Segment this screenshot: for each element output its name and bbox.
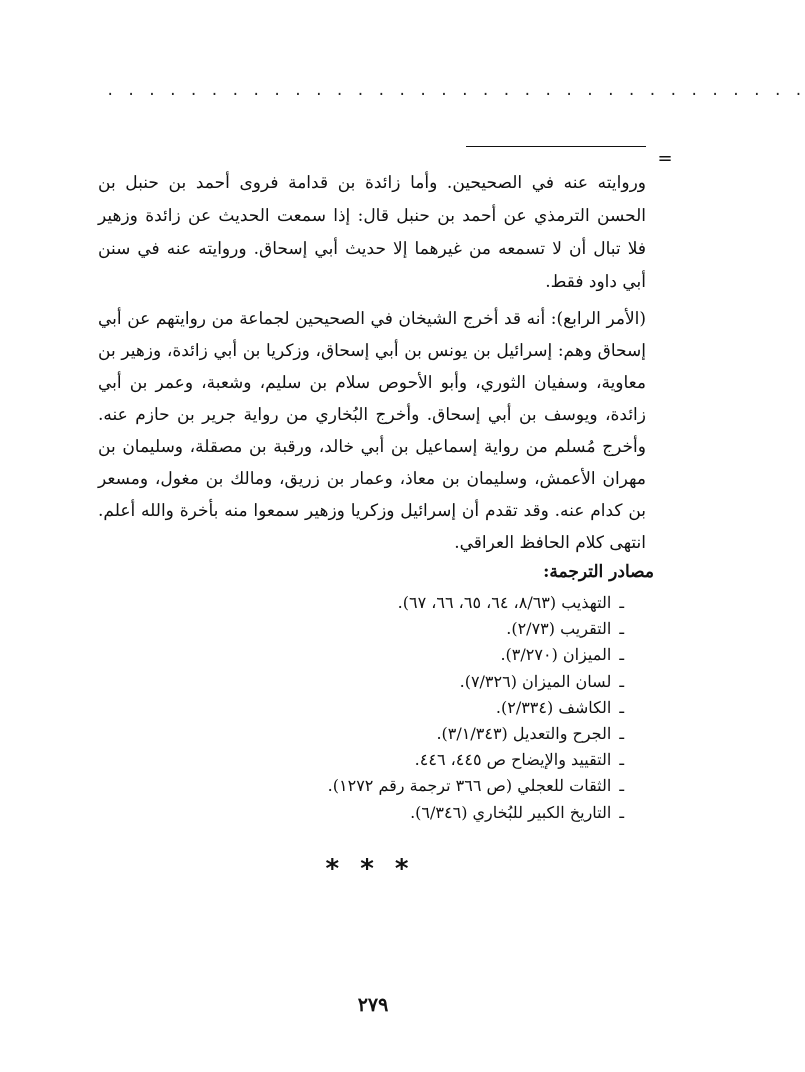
source-item (164, 590, 624, 616)
source-item (164, 721, 624, 747)
list-dash: ـ (619, 593, 624, 612)
source-text: لسان الميزان (٧/٣٢٦). (459, 671, 612, 691)
source-text: الجرح والتعديل (٣/١/٣٤٣). (436, 724, 612, 744)
source-text: التهذيب (٨/٦٣، ٦٤، ٦٥، ٦٦، ٦٧). (397, 593, 612, 612)
source-item (164, 747, 624, 773)
source-text: الكاشف (٢/٣٣٤). (495, 697, 612, 717)
sources-title: مصادر الترجمة: (543, 562, 654, 582)
source-text: التقييد والإيضاح ص ٤٤٥، ٤٤٦. (414, 750, 612, 770)
list-dash: ـ (619, 776, 624, 796)
section-separator: * * * (325, 854, 415, 884)
source-text: التقريب (٢/٧٣). (506, 619, 612, 639)
list-dash: ـ (619, 645, 624, 665)
list-dash: ـ (619, 802, 624, 822)
source-item (164, 800, 624, 826)
source-item (164, 695, 624, 721)
paragraph-zaidah: وروايته عنه في الصحيحين. وأما زائدة بن قدامة فروى أحمد بن حنبل بن الحسن الترمذي عن أحمد بن حنبل قال: إذا سمعت الحديث عن زائدة وزهير فلا تبال أن لا تسمعه من غيرهما إلا حديث أبي إسحاق. وروايته عنه في سنن أبي داود فقط. (98, 173, 646, 292)
list-dash: ـ (619, 697, 624, 717)
page-number: ٢٧٩ (357, 994, 389, 1016)
list-dash: ـ (619, 724, 624, 744)
list-dash: ـ (619, 750, 624, 770)
source-item (164, 773, 624, 799)
list-dash: ـ (619, 619, 624, 639)
section-rule (466, 146, 646, 147)
sources-list (164, 590, 624, 826)
source-text: التاريخ الكبير للبُخاري (٦/٣٤٦). (410, 802, 612, 822)
source-text: الميزان (٣/٢٧٠). (500, 645, 612, 665)
paragraph-fourth-matter: (الأمر الرابع): أنه قد أخرج الشيخان في الصحيحين لجماعة من روايتهم عن أبي إسحاق وهم: إسرائيل بن يونس بن أبي إسحاق، وزكريا بن أبي زائدة، وزهير بن معاوية، وسفيان الثوري، وأبو الأحوص سلام بن سليم، وشعبة، وعمر بن أبي زائدة، ويوسف بن أبي إسحاق. وأخرج البُخاري من رواية جرير بن حازم عنه. وأخرج مُسلم من رواية إسماعيل بن أبي خالد، ورقبة بن مصقلة، وسليمان بن مهران الأعمش، وسليمان بن معاذ، وعمار بن زريق، ومالك بن مغول، ومسعر بن كدام عنه. وقد تقدم أن إسرائيل وزكريا وزهير سمعوا منه بأخرة والله أعلم. انتهى كلام الحافظ العراقي. (98, 309, 646, 553)
source-text: الثقات للعجلي (ص ٣٦٦ ترجمة رقم ١٢٧٢). (327, 776, 612, 796)
dotted-header-line: · · · · · · · · · · · · · · · · · · · · · · · · · · · · · · · · · · (106, 87, 805, 103)
source-item (164, 669, 624, 695)
list-dash: ـ (619, 671, 624, 691)
source-item (164, 642, 624, 668)
source-item (164, 616, 624, 642)
continuation-mark: = (657, 148, 673, 169)
